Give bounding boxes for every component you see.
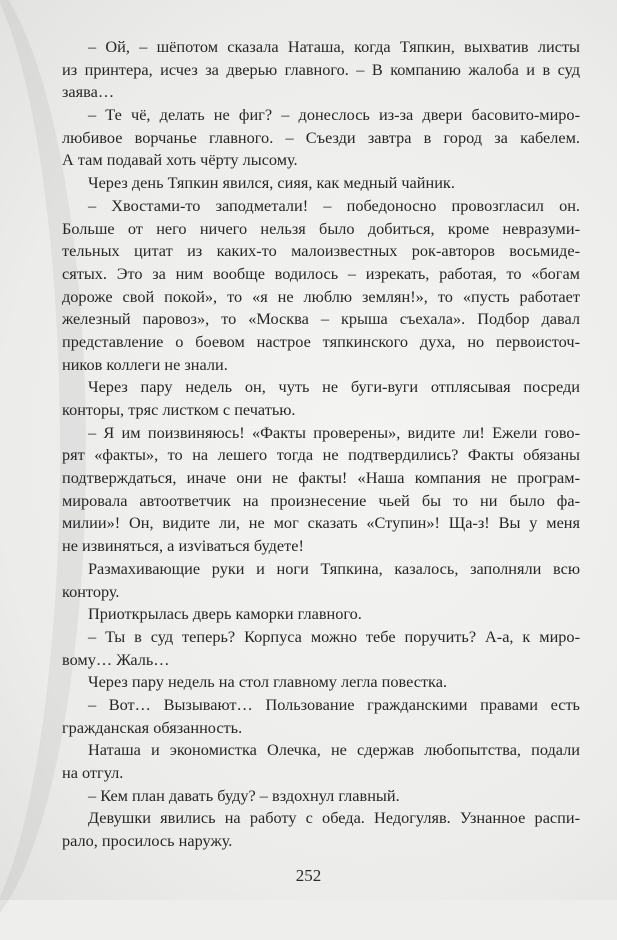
- text-line: любивое ворчанье главного. – Съезди завтра в город за кабелем.: [62, 127, 580, 147]
- text-line: Через пару недель на стол главному легла повестка.: [88, 672, 448, 692]
- text-line: из принтера, исчез за дверью главного. – В компанию жалоба и в суд: [62, 59, 580, 79]
- text-line: – Те чё, делать не фиг? – донеслось из-за двери басовито-миро-: [88, 105, 580, 125]
- text-line: Приоткрылась дверь каморки главного.: [88, 604, 362, 624]
- text-line: – Я им поизвиняюсь! «Факты проверены», видите ли! Ежели гово-: [88, 422, 580, 442]
- text-line: рят «факты», то на лешего тогда не подтвердились? Факты обязаны: [62, 445, 580, 465]
- text-line: подтверждаться, иначе они не факты! «Наша компания не програм-: [62, 468, 580, 488]
- text-line: милии»! Он, видите ли, не мог сказать «Ступин»! Ща-з! Вы у меня: [62, 513, 580, 533]
- text-line: Через день Тяпкин явился, сияя, как медный чайник.: [88, 173, 455, 193]
- text-line: гражданская обязанность.: [62, 717, 243, 737]
- text-line: железный паровоз», то «Москва – крыша съехала». Подбор давал: [62, 309, 580, 329]
- text-line: заява…: [62, 82, 115, 102]
- text-line: тельных цитат из каких-то малоизвестных рок-авторов восьмиде-: [62, 241, 580, 261]
- text-line: – Ой, – шёпотом сказала Наташа, когда Тяпкин, выхватив листы: [88, 37, 580, 56]
- text-line: – Кем план давать буду? – вздохнул главный.: [88, 785, 400, 805]
- text-line: рало, просилось наружу.: [62, 831, 233, 851]
- text-line: Через пару недель он, чуть не буги-вуги отплясывая посреди: [88, 377, 580, 397]
- text-line: Размахивающие руки и ноги Тяпкина, казалось, заполняли всю: [88, 558, 580, 578]
- text-line: – Ты в суд теперь? Корпуса можно тебе поручить? А-а, к миро-: [88, 626, 580, 646]
- text-line: – Хвостами-то заподметали! – победоносно провозгласил он.: [88, 195, 580, 215]
- text-line: Больше от него ничего нельзя было добиться, кроме невразуми-: [62, 218, 580, 238]
- text-line: мировала автоответчик на произнесение чьей бы то ни было фа-: [62, 490, 580, 510]
- text-line: сятых. Это за ним вообще водилось – изрекать, работая, то «богам: [62, 263, 580, 283]
- text-line: А там подавай хоть чёрту лысому.: [62, 150, 298, 170]
- text-line: контору.: [62, 581, 120, 601]
- text-line: – Вот… Вызывают… Пользование гражданскими правами есть: [88, 694, 580, 714]
- text-line: Девушки явились на работу с обеда. Недогуляв. Узнанное распи-: [88, 808, 580, 828]
- text-line: на отгул.: [62, 763, 124, 782]
- text-line: ников коллеги не знали.: [62, 354, 228, 374]
- text-line: вому… Жаль…: [62, 649, 170, 669]
- text-line: дороже свой покой», то «я не люблю землян!», то «пусть работает: [62, 286, 580, 306]
- text-line: представление о боевом настрое тяпкинского духа, но первоисточ-: [62, 331, 580, 351]
- body-text: [62, 36, 580, 853]
- text-line: не извиняться, а изviваться будете!: [62, 536, 304, 556]
- page-number: 252: [295, 866, 322, 885]
- text-line: конторы, тряс листком с печатью.: [62, 400, 296, 419]
- text-line: Наташа и экономистка Олечка, не сдержав любопытства, подали: [88, 740, 580, 760]
